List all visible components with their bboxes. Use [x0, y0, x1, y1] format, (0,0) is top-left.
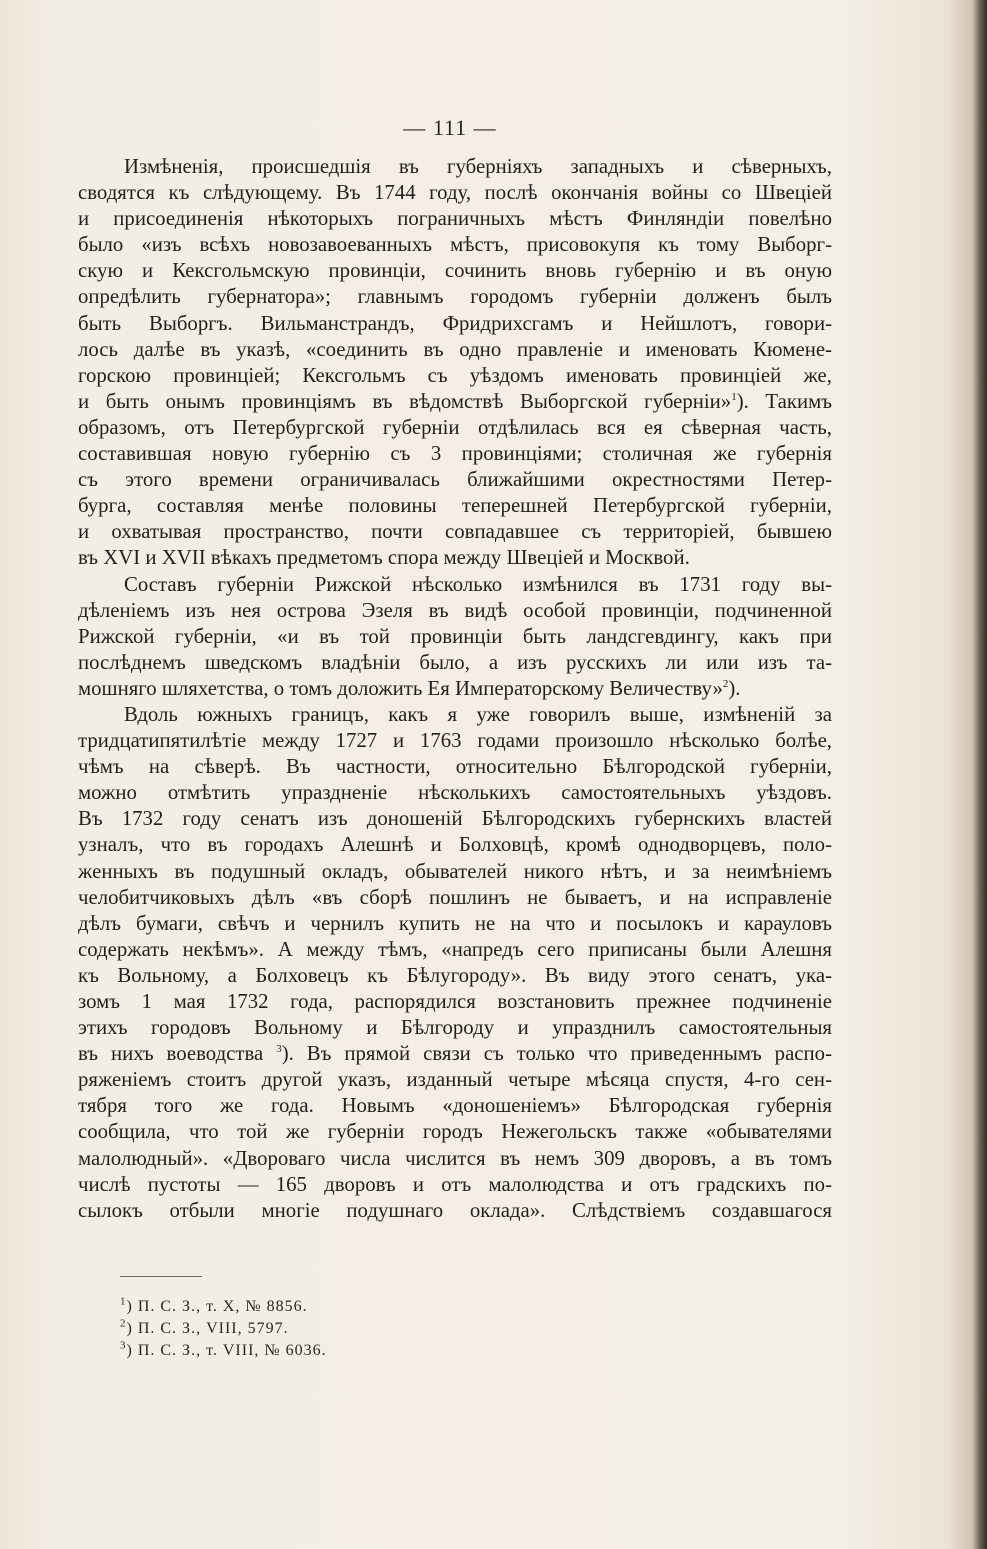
footnote-mark: 3: [120, 1339, 127, 1352]
text-line-with-ref: [78, 676, 832, 702]
text-line: опредѣлить губернатора»; главнымъ городомъ губерніи долженъ былъ: [78, 285, 832, 309]
text-line: челобитчиковыхъ дѣлъ «въ сборѣ пошлинъ не бываетъ, и на исправленіе: [78, 885, 832, 909]
text-line: Рижской губерніи, «и въ той провинціи быть ландсгевдингу, какъ при: [78, 624, 832, 648]
footnote-ref-3: 3: [276, 1043, 282, 1056]
text-line: и охватывая пространство, почти совпадавшее съ территоріей, бывшею: [78, 520, 832, 544]
text-line: къ Вольному, а Болховецъ къ Бѣлугороду». Въ виду этого сенатъ, ука-: [78, 963, 832, 987]
footnote-2: [120, 1318, 520, 1340]
text-segment: въ нихъ воеводства: [78, 1042, 264, 1066]
text-line: Составъ губерніи Рижской нѣсколько измѣнился въ 1731 году вы-: [124, 572, 832, 596]
text-segment: ). Въ прямой связи съ только что приведеннымъ распо-: [281, 1042, 832, 1066]
text-line: можно отмѣтить упраздненіе нѣсколькихъ самостоятельныхъ уѣздовъ.: [78, 781, 832, 805]
paragraph-1: [78, 154, 832, 572]
text-line: Вдоль южныхъ границъ, какъ я уже говорилъ выше, измѣненій за: [124, 702, 832, 726]
text-line: зомъ 1 мая 1732 года, распорядился возстановить прежнее подчиненіе: [78, 990, 832, 1013]
text-line: было «изъ всѣхъ новозавоеванныхъ мѣстъ, присовокупя къ тому Выборг-: [78, 233, 832, 257]
text-line: узналъ, что въ городахъ Алешнѣ и Болховцѣ, кромѣ однодворцевъ, поло-: [78, 833, 832, 857]
text-line: дѣленіемъ изъ нея острова Эзеля въ видѣ особой провинціи, подчиненной: [78, 598, 832, 622]
text-segment: ). Такимъ: [736, 389, 832, 413]
footnote-ref-2: 2: [722, 677, 729, 690]
footnote-1: [120, 1296, 520, 1318]
text-line: образомъ, отъ Петербургской губерніи отдѣлилась вся ея сѣверная часть,: [78, 415, 832, 439]
text-segment: и быть онымъ провинціямъ въ вѣдомствѣ Выборгской губерніи»: [78, 389, 732, 413]
text-line: содержать некѣмъ». А между тѣмъ, «напредъ сего приписаны были Алешня: [78, 937, 832, 961]
footnote-mark: 2: [120, 1317, 127, 1330]
text-line: чѣмъ на сѣверѣ. Въ частности, относительно Бѣлгородской губерніи,: [78, 755, 832, 779]
text-line: послѣднемъ шведскомъ владѣніи было, а изъ русскихъ ли или изъ та-: [78, 650, 832, 674]
footnote-text: ) П. С. З., т. X, № 8856.: [126, 1298, 308, 1315]
text-line: Въ 1732 году сенатъ изъ доношеній Бѣлгородскихъ губернскихъ властей: [78, 807, 832, 831]
text-line: скую и Кексгольмскую провинціи, сочинить вновь губернію и въ оную: [78, 259, 832, 283]
text-segment: ).: [728, 676, 741, 700]
text-line: тября того же года. Новымъ «доношеніемъ» Бѣлгородская губернія: [78, 1094, 832, 1118]
text-line: горскою провинціей; Кексгольмъ съ уѣздомъ именовать провинціей же,: [78, 363, 832, 387]
text-line: и присоединенія нѣкоторыхъ пограничныхъ мѣстъ Финляндіи повелѣно: [78, 207, 832, 231]
text-line-with-ref: [78, 389, 832, 415]
text-line: дѣлъ бумаги, свѣчъ и чернилъ купить не на что и посылокъ и карауловъ: [78, 911, 832, 935]
body-text: [78, 154, 832, 1224]
text-line: сводятся къ слѣдующему. Въ 1744 году, послѣ окончанія войны со Швеціей: [78, 181, 832, 205]
text-line: женныхъ въ подушный окладъ, обывателей никого нѣтъ, и за неимѣніемъ: [78, 859, 832, 883]
text-line: Измѣненія, происшедшія въ губерніяхъ западныхъ и сѣверныхъ,: [124, 155, 832, 178]
text-line-with-ref: [78, 1041, 832, 1067]
footnotes: [120, 1296, 520, 1362]
paragraph-2: [78, 572, 832, 702]
text-segment: мошняго шляхетства, о томъ доложить Ея Императорскому Величеству»: [78, 676, 723, 700]
text-line: числѣ пустоты — 165 дворовъ и отъ малолюдства и отъ градскихъ по-: [78, 1172, 832, 1196]
text-line: этихъ городовъ Вольному и Бѣлгороду и упразднилъ самостоятельныя: [78, 1016, 832, 1040]
footnote-3: [120, 1340, 520, 1362]
text-line: составившая новую губернію съ 3 провинціями; столичная же губернія: [78, 442, 832, 466]
text-line: ряженіемъ стоитъ другой указъ, изданный четыре мѣсяца спустя, 4-го сен-: [78, 1068, 832, 1092]
text-line: быть Выборгъ. Вильманстрандъ, Фридрихсгамъ и Нейшлотъ, говори-: [78, 311, 832, 335]
footnote-mark: 1: [120, 1295, 127, 1308]
text-line: лось далѣе въ указѣ, «соединить въ одно правленіе и именовать Кюмене-: [78, 337, 832, 361]
text-line: бурга, составляя менѣе половины теперешней Петербургской губерніи,: [78, 494, 832, 518]
text-line: малолюдный». «Двороваго числа числится въ немъ 309 дворовъ, а въ томъ: [78, 1146, 832, 1170]
paragraph-3: [78, 702, 832, 1224]
text-line: сообщила, что той же губерніи городъ Нежегольскъ также «обывателями: [78, 1120, 832, 1144]
text-line: тридцатипятилѣтіе между 1727 и 1763 годами произошло нѣсколько болѣе,: [78, 729, 832, 753]
text-line: съ этого времени ограничивалась ближайшими окрестностями Петер-: [78, 468, 832, 492]
text-line: сылокъ отбыли многіе подушнаго оклада». Слѣдствіемъ создавшагося: [78, 1198, 832, 1222]
text-line: въ XVI и XVII вѣкахъ предметомъ спора между Швеціей и Москвой.: [78, 546, 690, 570]
footnote-text: ) П. С. З., VIII, 5797.: [126, 1320, 289, 1337]
footnote-divider: [120, 1276, 202, 1277]
footnote-text: ) П. С. З., т. VIII, № 6036.: [126, 1342, 327, 1359]
footnote-ref-1: 1: [731, 390, 737, 403]
page-number: — 111 —: [403, 115, 497, 140]
